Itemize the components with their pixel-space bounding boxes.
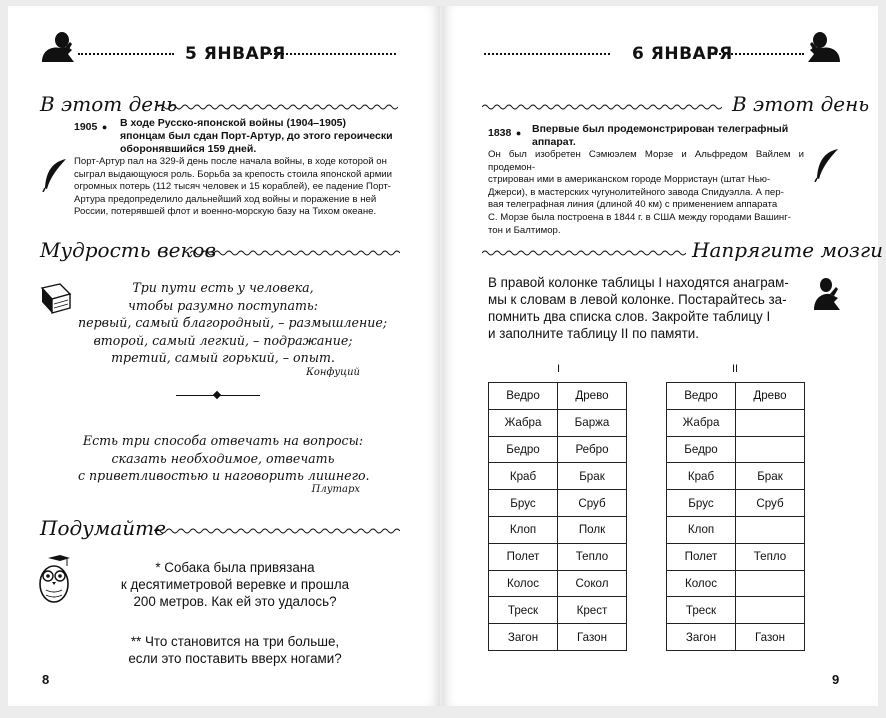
body-line: огромных потерь (112 тысяч человек и 15 кораблей), ее падение Порт- bbox=[74, 181, 392, 193]
table-cell: Треск bbox=[489, 597, 558, 624]
title-wave-divider bbox=[482, 103, 722, 111]
task-line: помнить два списка слов. Закройте таблицу I bbox=[488, 309, 771, 324]
owl-icon bbox=[34, 554, 74, 606]
table-cell: Колос bbox=[489, 570, 558, 597]
body-line: Порт-Артур пал на 329-й день после начала войны, в ходе которой он bbox=[74, 156, 387, 167]
table-cell bbox=[736, 436, 805, 463]
plutarch-quote bbox=[78, 432, 368, 485]
riddle-line: * Собака была привязана bbox=[155, 560, 315, 575]
headline-line: В ходе Русско-японской войны (1904–1905) bbox=[120, 117, 346, 129]
thinking-person-icon bbox=[38, 30, 78, 62]
table-cell: Полет bbox=[489, 543, 558, 570]
section-title-brain: Напрягите мозги bbox=[692, 238, 883, 262]
quote-line: чтобы разумно поступать: bbox=[127, 297, 319, 313]
table-label: II bbox=[732, 363, 739, 375]
quill-feather-icon bbox=[42, 158, 68, 192]
riddle-upside-down bbox=[90, 633, 380, 667]
table-cell bbox=[736, 597, 805, 624]
anagram-table-2 bbox=[666, 382, 805, 651]
table-cell: Тепло bbox=[736, 543, 805, 570]
event-headline bbox=[532, 123, 788, 149]
header-dots-right bbox=[712, 53, 804, 55]
body-line: стрирован ими в американском городе Морристаун (штат Нью- bbox=[488, 174, 771, 186]
headline-line: аппарат. bbox=[532, 136, 576, 148]
thinking-person-icon bbox=[812, 276, 842, 310]
headline-line: оборонявшийся 159 дней. bbox=[120, 143, 257, 155]
quote-line: Три пути есть у человека, bbox=[132, 280, 314, 295]
page-number: 8 bbox=[42, 672, 50, 687]
title-wave-divider bbox=[190, 249, 400, 257]
table-cell: Загон bbox=[667, 624, 736, 651]
headline-line: японцам был сдан Порт-Артур, до этого героически bbox=[120, 130, 393, 142]
quote-line: сказать необходимое, отвечать bbox=[111, 450, 335, 466]
riddle-dog bbox=[90, 559, 380, 610]
body-line: сыграл выдающуюся роль. Борьба за крепость стоила японской армии bbox=[74, 168, 393, 180]
table-row bbox=[667, 516, 805, 543]
page-number: 9 bbox=[832, 672, 840, 687]
headline-line: Впервые был продемонстрирован телеграфный bbox=[532, 123, 789, 135]
body-line: тон и Балтимор. bbox=[488, 224, 561, 236]
table-row bbox=[667, 383, 805, 410]
table-cell: Тепло bbox=[558, 543, 627, 570]
table-row bbox=[489, 463, 627, 490]
table-cell: Газон bbox=[736, 624, 805, 651]
thinking-person-icon bbox=[804, 30, 844, 62]
quote-author: Конфуций bbox=[306, 367, 360, 378]
event-description bbox=[74, 156, 396, 219]
table-cell: Колос bbox=[667, 570, 736, 597]
table-cell: Жабра bbox=[489, 409, 558, 436]
table-cell: Ребро bbox=[558, 436, 627, 463]
riddle-line: к десятиметровой веревке и прошла bbox=[120, 577, 350, 592]
table-cell: Древо bbox=[736, 383, 805, 410]
table-row bbox=[667, 436, 805, 463]
quote-line: первый, самый благородный, – размышление; bbox=[78, 315, 388, 330]
event-year: 1905 ● bbox=[74, 121, 108, 133]
table-cell: Брус bbox=[489, 490, 558, 517]
task-instructions bbox=[488, 274, 806, 342]
table-cell: Краб bbox=[667, 463, 736, 490]
event-headline bbox=[120, 117, 393, 156]
table-cell: Брак bbox=[736, 463, 805, 490]
table-cell: Сокол bbox=[558, 570, 627, 597]
task-line: мы к словам в левой колонке. Постарайтесь за- bbox=[488, 292, 787, 307]
riddle-line: ** Что становится на три больше, bbox=[130, 634, 340, 649]
table-row bbox=[667, 409, 805, 436]
quote-line: третий, самый горький, – опыт. bbox=[111, 350, 335, 365]
table-cell bbox=[736, 570, 805, 597]
table-row bbox=[489, 543, 627, 570]
table-cell: Сруб bbox=[558, 490, 627, 517]
table-cell: Бедро bbox=[667, 436, 736, 463]
section-title-this-day: В этот день bbox=[40, 92, 178, 116]
table-row bbox=[667, 463, 805, 490]
table-cell: Баржа bbox=[558, 409, 627, 436]
quote-line: Есть три способа отвечать на вопросы: bbox=[82, 433, 364, 448]
quill-feather-icon bbox=[814, 148, 840, 182]
table-cell: Краб bbox=[489, 463, 558, 490]
table-cell: Газон bbox=[558, 624, 627, 651]
body-line: вая телеграфная линия (длиной 40 км) с применением аппарата bbox=[488, 199, 778, 211]
task-line: В правой колонке таблицы I находятся анаграм- bbox=[488, 275, 789, 290]
section-title-this-day: В этот день bbox=[732, 92, 870, 116]
table-cell: Брус bbox=[667, 490, 736, 517]
table-cell: Клоп bbox=[489, 516, 558, 543]
quote-author: Плутарх bbox=[311, 484, 360, 495]
table-cell: Крест bbox=[558, 597, 627, 624]
title-wave-divider bbox=[158, 103, 398, 111]
table-cell: Жабра bbox=[667, 409, 736, 436]
table-cell: Треск bbox=[667, 597, 736, 624]
section-title-think: Подумайте bbox=[40, 516, 166, 540]
table-row bbox=[667, 624, 805, 651]
table-row bbox=[667, 570, 805, 597]
table-cell: Ведро bbox=[667, 383, 736, 410]
table-row bbox=[489, 516, 627, 543]
table-cell: Загон bbox=[489, 624, 558, 651]
task-line: и заполните таблицу II по памяти. bbox=[488, 326, 699, 341]
table-cell bbox=[736, 409, 805, 436]
anagram-table-1 bbox=[488, 382, 627, 651]
riddle-line: если это поставить вверх ногами? bbox=[128, 651, 342, 666]
table-row bbox=[667, 543, 805, 570]
table-cell: Брак bbox=[558, 463, 627, 490]
event-description bbox=[488, 149, 804, 237]
riddle-line: 200 метров. Как ей это удалось? bbox=[133, 594, 337, 609]
table-cell bbox=[736, 516, 805, 543]
table-row bbox=[489, 409, 627, 436]
confucius-quote bbox=[78, 279, 388, 367]
header-dots-right bbox=[270, 53, 396, 55]
book-icon bbox=[38, 282, 72, 314]
table-cell: Ведро bbox=[489, 383, 558, 410]
quote-line: с приветливостью и наговорить лишнего. bbox=[78, 468, 370, 483]
table-cell: Клоп bbox=[667, 516, 736, 543]
table-row bbox=[489, 624, 627, 651]
table-cell: Бедро bbox=[489, 436, 558, 463]
section-title-wisdom: Мудрость веков bbox=[40, 238, 217, 262]
table-cell: Древо bbox=[558, 383, 627, 410]
table-cell: Сруб bbox=[736, 490, 805, 517]
table-row bbox=[489, 383, 627, 410]
title-wave-divider bbox=[154, 527, 400, 535]
body-line: Он был изобретен Сэмюэлем Морзе и Альфредом Вайлем и продемон- bbox=[488, 149, 804, 173]
right-page bbox=[442, 6, 883, 706]
table-cell: Полк bbox=[558, 516, 627, 543]
table-cell: Полет bbox=[667, 543, 736, 570]
table-row bbox=[667, 490, 805, 517]
table-row bbox=[489, 597, 627, 624]
table-label: I bbox=[557, 363, 561, 375]
event-year: 1838 ● bbox=[488, 127, 522, 139]
left-page bbox=[8, 6, 440, 706]
body-line: Артура предопределило дальнейший ход войны и поражение в ней bbox=[74, 193, 377, 205]
table-row bbox=[667, 597, 805, 624]
body-line: Джерси), в мастерских чугунолитейного завода Спидуэлла. А пер- bbox=[488, 186, 784, 198]
header-dots-left bbox=[78, 53, 174, 55]
page-date: 6 ЯНВАРЯ bbox=[632, 44, 733, 64]
page-date: 5 ЯНВАРЯ bbox=[185, 44, 286, 64]
table-row bbox=[489, 490, 627, 517]
table-row bbox=[489, 436, 627, 463]
header-dots-left bbox=[484, 53, 610, 55]
body-line: России, потерявшей флот и военно-морскую базу на Тихом океане. bbox=[74, 206, 377, 218]
quote-line: второй, самый легкий, – подражание; bbox=[93, 332, 353, 348]
ornament-diamond bbox=[213, 391, 221, 399]
body-line: С. Морзе была построена в 1844 г. в США между городами Вашинг- bbox=[488, 211, 791, 223]
title-wave-divider bbox=[482, 249, 686, 257]
table-row bbox=[489, 570, 627, 597]
